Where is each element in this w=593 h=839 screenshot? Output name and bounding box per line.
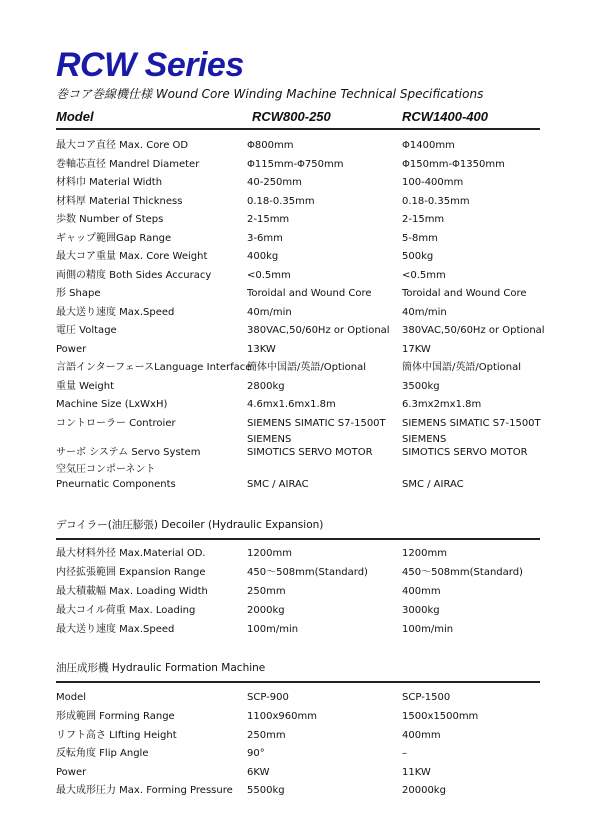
model-header-rcw1400: RCW1400-400	[402, 109, 488, 124]
spec-label: 形 Shape	[56, 288, 101, 299]
hydraulic-divider	[56, 681, 540, 683]
spec-label: 最大成形圧力 Max. Forming Pressure	[56, 785, 233, 796]
spec-label: リフト高さ LIfting Height	[56, 730, 177, 741]
spec-label: 材料巾 Material Width	[56, 177, 163, 188]
spec-row	[56, 137, 540, 155]
header-divider	[56, 128, 540, 130]
spec-label: 反転角度 Flip Angle	[56, 748, 149, 759]
spec-value-rcw800: 4.6mx1.6mx1.8m	[247, 399, 336, 410]
spec-value-rcw800: 40m/min	[247, 306, 292, 318]
spec-label: 空気圧コンポーネント	[56, 464, 156, 475]
decoiler-section-title: デコイラー(油圧膨張) Decoiler (Hydraulic Expansion)	[56, 519, 324, 531]
model-header-rcw800: RCW800-250	[252, 109, 331, 124]
spec-value-rcw1400: 500kg	[402, 251, 434, 262]
spec-value-rcw1400: 2-15mm	[402, 214, 445, 225]
spec-value-rcw800: 380VAC,50/60Hz or Optional	[247, 325, 390, 336]
spec-value-rcw1400: Φ1400mm	[402, 140, 455, 151]
spec-value-scp1500: 20000kg	[402, 785, 446, 796]
servo-model-rcw800: SIMOTICS SERVO MOTOR	[247, 447, 373, 458]
spec-value-scp900: 5500kg	[247, 785, 285, 796]
spec-row	[56, 378, 540, 396]
spec-row	[56, 304, 540, 322]
hydraulic-row	[56, 745, 540, 763]
servo-brand-rcw800: SIEMENS	[247, 434, 292, 445]
decoiler-row	[56, 583, 540, 601]
spec-value-rcw800: Φ115mm-Φ750mm	[247, 158, 344, 170]
spec-value-rcw800: <0.5mm	[247, 269, 291, 281]
spec-value-rcw800: 2800kg	[247, 380, 285, 392]
spec-value-rcw1400: SIEMENS SIMATIC S7-1500T	[402, 417, 541, 429]
spec-row	[56, 193, 540, 211]
spec-value-rcw800: 1200mm	[247, 548, 292, 559]
spec-value-rcw800: 400kg	[247, 251, 279, 262]
spec-value-rcw1400: Toroidal and Wound Core	[402, 288, 527, 299]
decoiler-row	[56, 602, 540, 620]
spec-value-rcw800: 2-15mm	[247, 214, 290, 225]
spec-value-scp900: 6KW	[247, 767, 270, 778]
hydraulic-row	[56, 727, 540, 745]
spec-row	[56, 248, 540, 266]
spec-value-rcw1400: 6.3mx2mx1.8m	[402, 399, 482, 410]
spec-label: Power	[56, 343, 87, 355]
spec-value-rcw1400: 17KW	[402, 343, 431, 355]
spec-row	[56, 396, 540, 414]
servo-brand-rcw1400: SIEMENS	[402, 434, 447, 445]
hydraulic-row	[56, 708, 540, 726]
spec-value-rcw1400: 400mm	[402, 586, 441, 597]
spec-value-rcw800: SIEMENS SIMATIC S7-1500T	[247, 417, 386, 429]
page-title: RCW Series	[56, 46, 244, 84]
spec-row	[56, 322, 545, 340]
spec-value-rcw1400: <0.5mm	[402, 269, 446, 281]
hydraulic-row	[56, 689, 540, 707]
spec-row	[56, 267, 540, 285]
spec-label: 最大コイル荷重 Max. Loading	[56, 605, 196, 616]
spec-label: サーボ システム Servo System	[56, 447, 201, 458]
spec-label: 言語インターフェースLanguage Interface	[56, 362, 252, 373]
spec-label: 最大コア直径 Max. Core OD	[56, 140, 189, 151]
spec-value-scp1500: 1500x1500mm	[402, 711, 479, 722]
spec-row	[56, 211, 540, 229]
hydraulic-row	[56, 764, 540, 782]
spec-value-rcw800: 40-250mm	[247, 177, 302, 188]
spec-value-rcw1400: 380VAC,50/60Hz or Optional	[402, 325, 545, 336]
spec-label: 重量 Weight	[56, 380, 115, 392]
spec-value-rcw1400: 簡体中国語/英語/Optional	[402, 362, 522, 373]
spec-label: コントローラー Controier	[56, 417, 176, 429]
spec-label: 形成範囲 Forming Range	[56, 711, 175, 722]
page-subtitle: 巻コア巻線機仕様 Wound Core Winding Machine Technical Specifications	[56, 87, 484, 101]
spec-row	[56, 341, 540, 359]
spec-value-rcw1400: Φ150mm-Φ1350mm	[402, 158, 505, 170]
spec-value-rcw1400: 100m/min	[402, 624, 454, 635]
spec-label: 最大送り速度 Max.Speed	[56, 306, 175, 318]
model-header-row	[56, 109, 540, 127]
spec-value-rcw800: SMC / AIRAC	[247, 479, 309, 490]
spec-value-scp900: 1100x960mm	[247, 711, 317, 722]
spec-row	[56, 415, 540, 433]
spec-value-rcw800: 0.18-0.35mm	[247, 195, 315, 207]
spec-label: ギャップ範囲Gap Range	[56, 232, 172, 244]
spec-label: 歩数 Number of Steps	[56, 214, 164, 225]
spec-value-scp1500: –	[402, 748, 407, 759]
spec-value-scp900: SCP-900	[247, 692, 289, 703]
spec-label: 材料厚 Material Thickness	[56, 195, 183, 207]
spec-row	[56, 174, 540, 192]
spec-label: Pneurnatic Components	[56, 479, 176, 490]
spec-value-rcw800: Φ800mm	[247, 140, 294, 151]
pneumatic-row-line2	[56, 476, 540, 494]
spec-value-rcw800: 2000kg	[247, 605, 285, 616]
spec-label: 最大コア重量 Max. Core Weight	[56, 251, 208, 262]
spec-label: Model	[56, 692, 87, 703]
spec-value-rcw1400: 1200mm	[402, 548, 447, 559]
spec-row	[56, 285, 540, 303]
spec-value-rcw1400: 3500kg	[402, 380, 440, 392]
spec-value-rcw800: 3-6mm	[247, 232, 283, 244]
model-header-label: Model	[56, 109, 94, 124]
spec-value-rcw1400: 5-8mm	[402, 232, 438, 244]
spec-value-rcw800: Toroidal and Wound Core	[247, 288, 372, 299]
spec-value-rcw800: 簡体中国語/英語/Optional	[247, 362, 367, 373]
spec-row	[56, 156, 540, 174]
servo-model-rcw1400: SIMOTICS SERVO MOTOR	[402, 447, 528, 458]
spec-row	[56, 359, 540, 377]
spec-label: 最大積載幅 Max. Loading Width	[56, 586, 208, 597]
spec-value-scp900: 250mm	[247, 730, 286, 741]
spec-label: 両側の精度 Both Sides Accuracy	[56, 269, 212, 281]
spec-value-scp1500: 11KW	[402, 767, 431, 778]
spec-value-rcw1400: 100-400mm	[402, 177, 464, 188]
spec-value-rcw1400: 3000kg	[402, 605, 440, 616]
spec-label: 巻軸芯直径 Mandrel Diameter	[56, 158, 200, 170]
spec-value-rcw800: 250mm	[247, 586, 286, 597]
spec-value-rcw1400: 40m/min	[402, 306, 447, 318]
spec-value-scp1500: 400mm	[402, 730, 441, 741]
decoiler-row	[56, 564, 540, 582]
decoiler-row	[56, 545, 540, 563]
spec-value-rcw1400: SMC / AIRAC	[402, 479, 464, 490]
hydraulic-row	[56, 782, 540, 800]
spec-value-rcw800: 450～508mm(Standard)	[247, 567, 368, 578]
spec-value-rcw1400: 0.18-0.35mm	[402, 195, 470, 207]
decoiler-divider	[56, 538, 540, 540]
spec-label: 電圧 Voltage	[56, 325, 117, 336]
spec-label: Power	[56, 767, 87, 778]
spec-label: 最大材料外径 Max.Material OD.	[56, 548, 206, 559]
decoiler-row	[56, 621, 540, 639]
spec-label: 内径拡張範囲 Expansion Range	[56, 567, 206, 578]
spec-label: Machine Size (LxWxH)	[56, 399, 168, 410]
spec-value-rcw1400: 450～508mm(Standard)	[402, 567, 523, 578]
servo-row-line2	[56, 444, 540, 462]
spec-label: 最大送り速度 Max.Speed	[56, 624, 175, 635]
spec-value-scp900: 90°	[247, 748, 265, 759]
spec-value-rcw800: 100m/min	[247, 624, 299, 635]
spec-value-rcw800: 13KW	[247, 343, 276, 355]
spec-row	[56, 230, 540, 248]
hydraulic-section-title: 油圧成形機 Hydraulic Formation Machine	[56, 662, 266, 674]
spec-value-scp1500: SCP-1500	[402, 692, 451, 703]
